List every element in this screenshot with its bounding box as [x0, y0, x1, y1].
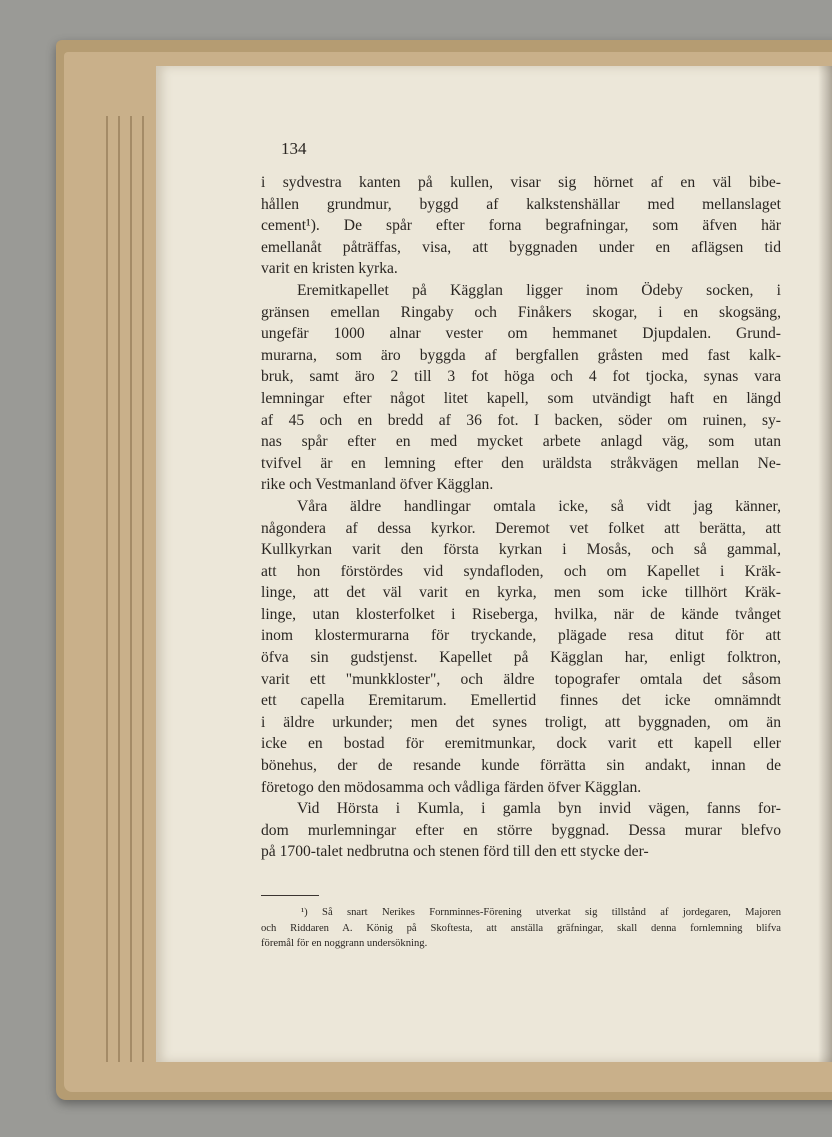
text-line: Våra äldre handlingar omtala icke, så vidt jag känner, — [297, 497, 781, 515]
text-line: Vid Hörsta i Kumla, i gamla byn invid vägen, fanns for- — [297, 800, 781, 818]
text-line: i sydvestra kanten på kullen, visar sig hörnet af en väl bibe- — [261, 174, 781, 191]
text-line: dom murlemningar efter en större byggnad. Dessa murar blefvo — [261, 821, 781, 839]
page-edge-line — [142, 116, 144, 1062]
paragraph — [261, 496, 781, 798]
text-line: icke en bostad för eremitmunkar, dock varit ett kapell eller — [261, 735, 781, 753]
paragraph — [261, 798, 781, 863]
text-line: ett capella Eremitarum. Emellertid finnes det icke omnämndt — [261, 692, 781, 710]
text-line: nas spår efter en med mycket arbete anlagd väg, som utan — [261, 433, 781, 451]
text-line: Eremitkapellet på Kägglan ligger inom Ödeby socken, i — [297, 281, 781, 299]
text-line: i äldre urkunder; men det synes troligt, att byggnaden, om än — [261, 713, 781, 731]
text-line: emellanåt påträffas, visa, att byggnaden under en aflägsen tid — [261, 238, 781, 256]
text-line: varit en kristen kyrka. — [261, 260, 398, 278]
text-line: någondera af dessa kyrkor. Deremot vet folket att berätta, att — [261, 519, 781, 537]
page-gutter-shadow — [818, 66, 832, 1062]
footnote-line: och Riddaren A. König på Skoftesta, att anställa gräfningar, skall denna fornlemning blifva — [261, 922, 781, 934]
text-line: linge, att det väl varit en kyrka, men som icke tillhört Kräk- — [261, 584, 781, 602]
page-edge-line — [106, 116, 108, 1062]
text-line: gränsen emellan Ringaby och Finåkers skogar, i en skogsäng, — [261, 303, 781, 321]
text-line: inom klostermurarna för tryckande, plägade resa ditut för att — [261, 627, 781, 645]
text-line: öfva sin gudstjenst. Kapellet på Kägglan har, enligt folktron, — [261, 649, 781, 667]
text-line: cement¹). De spår efter forna begrafningar, som äfven här — [261, 217, 781, 235]
footnote-line: föremål för en noggrann undersökning. — [261, 938, 428, 950]
body-text — [261, 172, 781, 863]
page-edge-line — [130, 116, 132, 1062]
text-line: att hon förstördes vid syndafloden, och om Kapellet i Kräk- — [261, 562, 781, 580]
text-line: tvifvel är en lemning efter den uräldsta stråkvägen mellan Ne- — [261, 454, 781, 472]
text-line: företogo den mödosamma och vådliga färden öfver Kägglan. — [261, 778, 642, 796]
footnote-rule — [261, 895, 319, 896]
text-line: rike och Vestmanland öfver Kägglan. — [261, 476, 494, 494]
text-line: linge, utan klosterfolket i Riseberga, hvilka, när de kände tvånget — [261, 605, 781, 623]
text-line: bönehus, der de resande kunde förrätta sin andakt, innan de — [261, 757, 781, 775]
text-line: varit ett "munkkloster", och äldre topografer omtala det såsom — [261, 670, 781, 688]
footnote — [261, 905, 781, 952]
paragraph — [261, 172, 781, 280]
text-line: hållen grundmur, byggd af kalkstenshällar med mellanslaget — [261, 195, 781, 213]
text-line: Kullkyrkan varit den första kyrkan i Mosås, och så gammal, — [261, 541, 781, 559]
text-line: ungefär 1000 alnar vester om hemmanet Djupdalen. Grund- — [261, 325, 781, 343]
text-line: lemningar efter något litet kapell, som utvändigt haft en längd — [261, 389, 781, 407]
page-number: 134 — [281, 139, 307, 158]
text-line: af 45 och en bredd af 36 fot. I backen, söder om ruinen, sy- — [261, 411, 781, 429]
paragraph — [261, 280, 781, 496]
page-edge-line — [118, 116, 120, 1062]
text-line: bruk, samt äro 2 till 3 fot höga och 4 fot tjocka, synas vara — [261, 368, 781, 386]
footnote-line: ¹) Så snart Nerikes Fornminnes-Förening utverkat sig tillstånd af jordegaren, Majoren — [301, 907, 781, 918]
text-line: på 1700-talet nedbrutna och stenen förd till den ett stycke der- — [261, 843, 649, 861]
text-line: murarna, som äro byggda af bergfallen gråsten med fast kalk- — [261, 346, 781, 364]
